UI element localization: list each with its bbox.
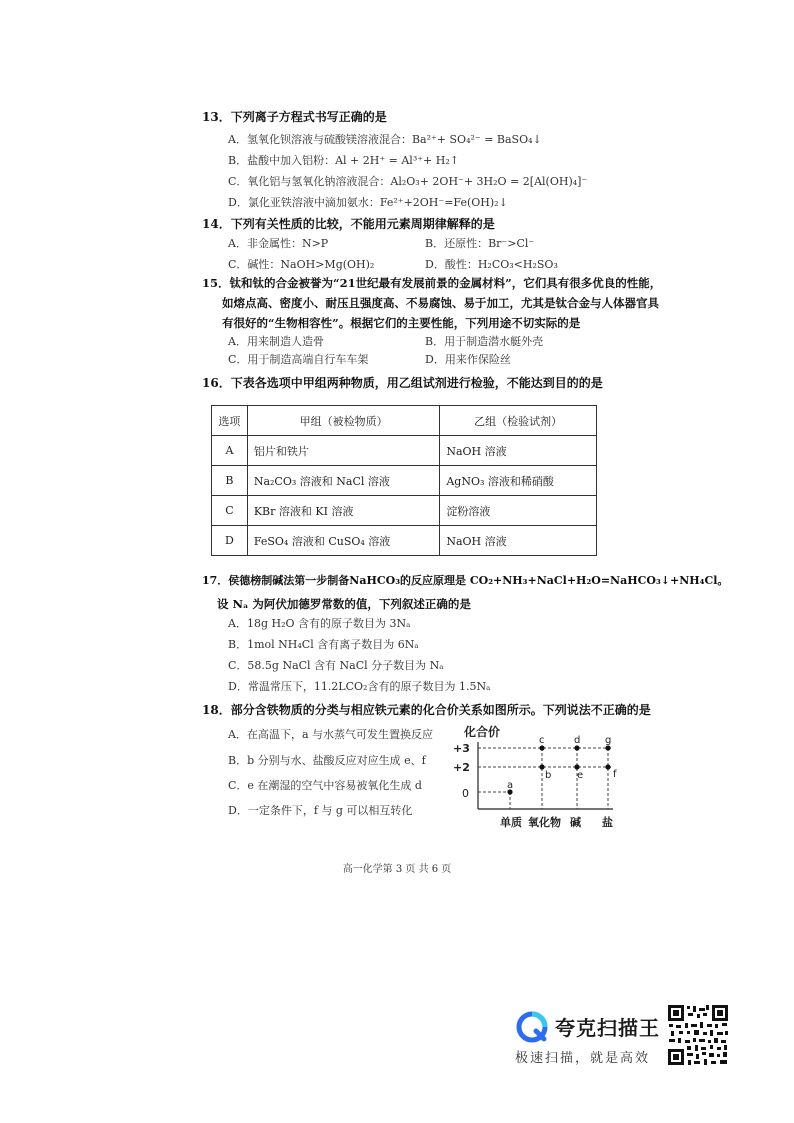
q18-option-a: A．在高温下，a 与水蒸气可发生置换反应 [228,728,433,741]
q16-table [211,405,597,556]
xtick-label: 氧化物 [528,816,561,829]
point-d [574,745,579,750]
point-label-f: f [613,769,617,780]
table-cell: KBr 溶液和 KI 溶液 [247,496,440,526]
point-f [605,764,610,769]
q15-stem-line1: 15．钛和钛的合金被誉为“21世纪最有发展前景的金属材料”，它们具有很多优良的性能， [202,276,662,290]
table-row [212,496,597,526]
table-row [212,526,597,556]
table-cell: AgNO₃ 溶液和稀硝酸 [440,466,597,496]
q15-option-d: D．用来作保险丝 [425,353,511,366]
table-cell: FeSO₄ 溶液和 CuSO₄ 溶液 [247,526,440,556]
table-row [212,436,597,466]
table-header-cell: 甲组（被检物质） [247,406,440,436]
ytick-label: +2 [453,761,470,774]
q15-stem-line3: 有很好的“生物相容性”。根据它们的主要性能，下列用途不切实际的是 [222,316,581,330]
table-header-cell: 乙组（检验试剂） [440,406,597,436]
q15-option-c: C．用于制造高端自行车车架 [228,353,369,366]
xtick-label: 单质 [500,816,522,829]
point-label-b: b [545,770,552,781]
ytick-label: +3 [453,742,470,755]
point-b [539,764,544,769]
q13-stem: 13．下列离子方程式书写正确的是 [202,110,387,124]
q13-option-a: A．氢氧化钡溶液与硫酸镁溶液混合：Ba²⁺+ SO₄²⁻ = BaSO₄↓ [228,133,542,146]
q17-option-b: B．1mol NH₄Cl 含有离子数目为 6Nₐ [228,638,419,651]
point-g [605,745,610,750]
q14-stem: 14．下列有关性质的比较，不能用元素周期律解释的是 [202,217,495,231]
q17-option-d: D．常温常压下，11.2LCO₂含有的原子数目为 1.5Nₐ [228,680,491,693]
q17-stem-line2: 设 Nₐ 为阿伏加德罗常数的值，下列叙述正确的是 [217,597,471,611]
q14-option-d: D．酸性：H₂CO₃<H₂SO₃ [425,258,558,271]
diagram-ylabel: 化合价 [464,725,501,739]
xtick-label: 碱 [570,816,581,829]
table-cell: D [212,526,248,556]
q18-option-d: D．一定条件下，f 与 g 可以相互转化 [228,804,413,817]
table-cell: 淀粉溶液 [440,496,597,526]
table-row [212,466,597,496]
q14-option-b: B．还原性：Br⁻>Cl⁻ [425,237,535,250]
point-label-d: d [574,735,581,746]
brand-name: 夸克扫描王 [555,1016,660,1040]
q14-option-a: A．非金属性：N>P [228,237,329,250]
q15-stem-line2: 如熔点高、密度小、耐压且强度高、不易腐蚀、易于加工，尤其是钛合金与人体器官具 [222,296,659,310]
q15-option-b: B．用于制造潜水艇外壳 [425,335,544,348]
q18-stem: 18．部分含铁物质的分类与相应铁元素的化合价关系如图所示。下列说法不正确的是 [202,703,651,717]
point-c [539,745,544,750]
ytick-label: 0 [462,787,469,800]
q17-option-a: A．18g H₂O 含有的原子数目为 3Nₐ [228,617,411,630]
q16-stem: 16．下表各选项中甲组两种物质，用乙组试剂进行检验，不能达到目的的是 [202,376,603,390]
q13-option-c: C．氧化铝与氢氧化钠溶液混合：Al₂O₃+ 2OH⁻+ 3H₂O = 2[Al(OH)₄]⁻ [228,175,588,188]
table-cell: 铝片和铁片 [247,436,440,466]
table-cell: NaOH 溶液 [440,526,597,556]
q17-option-c: C．58.5g NaCl 含有 NaCl 分子数目为 Nₐ [228,659,444,672]
q13-option-b: B．盐酸中加入铝粉：Al + 2H⁺ = Al³⁺+ H₂↑ [228,154,459,167]
brand-tagline: 极速扫描，就是高效 [515,1051,651,1066]
q17-stem-line1: 17．侯德榜制碱法第一步制备NaHCO₃的反应原理是 CO₂+NH₃+NaCl+H₂O=NaHCO₃↓+NH₄Cl。 [202,574,729,587]
table-cell: A [212,436,248,466]
q13-option-d: D．氯化亚铁溶液中滴加氨水：Fe²⁺+2OH⁻=Fe(OH)₂↓ [228,196,508,209]
point-label-a: a [507,780,514,791]
table-header-row [212,406,597,436]
q14-option-c: C．碱性：NaOH>Mg(OH)₂ [228,258,375,271]
table-header-cell: 选项 [212,406,248,436]
page-footer: 高一化学第 3 页 共 6 页 [342,864,452,875]
table-cell: B [212,466,248,496]
q18-option-c: C．e 在潮湿的空气中容易被氧化生成 d [228,779,422,792]
table-cell: NaOH 溶液 [440,436,597,466]
qr-code-icon [667,1004,729,1066]
point-label-e: e [577,770,584,781]
point-e [574,764,579,769]
iron-valence-diagram [448,722,628,830]
q15-option-a: A．用来制造人造骨 [228,335,324,348]
table-cell: C [212,496,248,526]
point-label-c: c [539,735,545,746]
quark-logo-icon [515,1010,549,1044]
table-cell: Na₂CO₃ 溶液和 NaCl 溶液 [247,466,440,496]
point-label-g: g [605,735,612,746]
xtick-label: 盐 [602,816,613,829]
q18-option-b: B．b 分别与水、盐酸反应对应生成 e、f [228,754,426,767]
